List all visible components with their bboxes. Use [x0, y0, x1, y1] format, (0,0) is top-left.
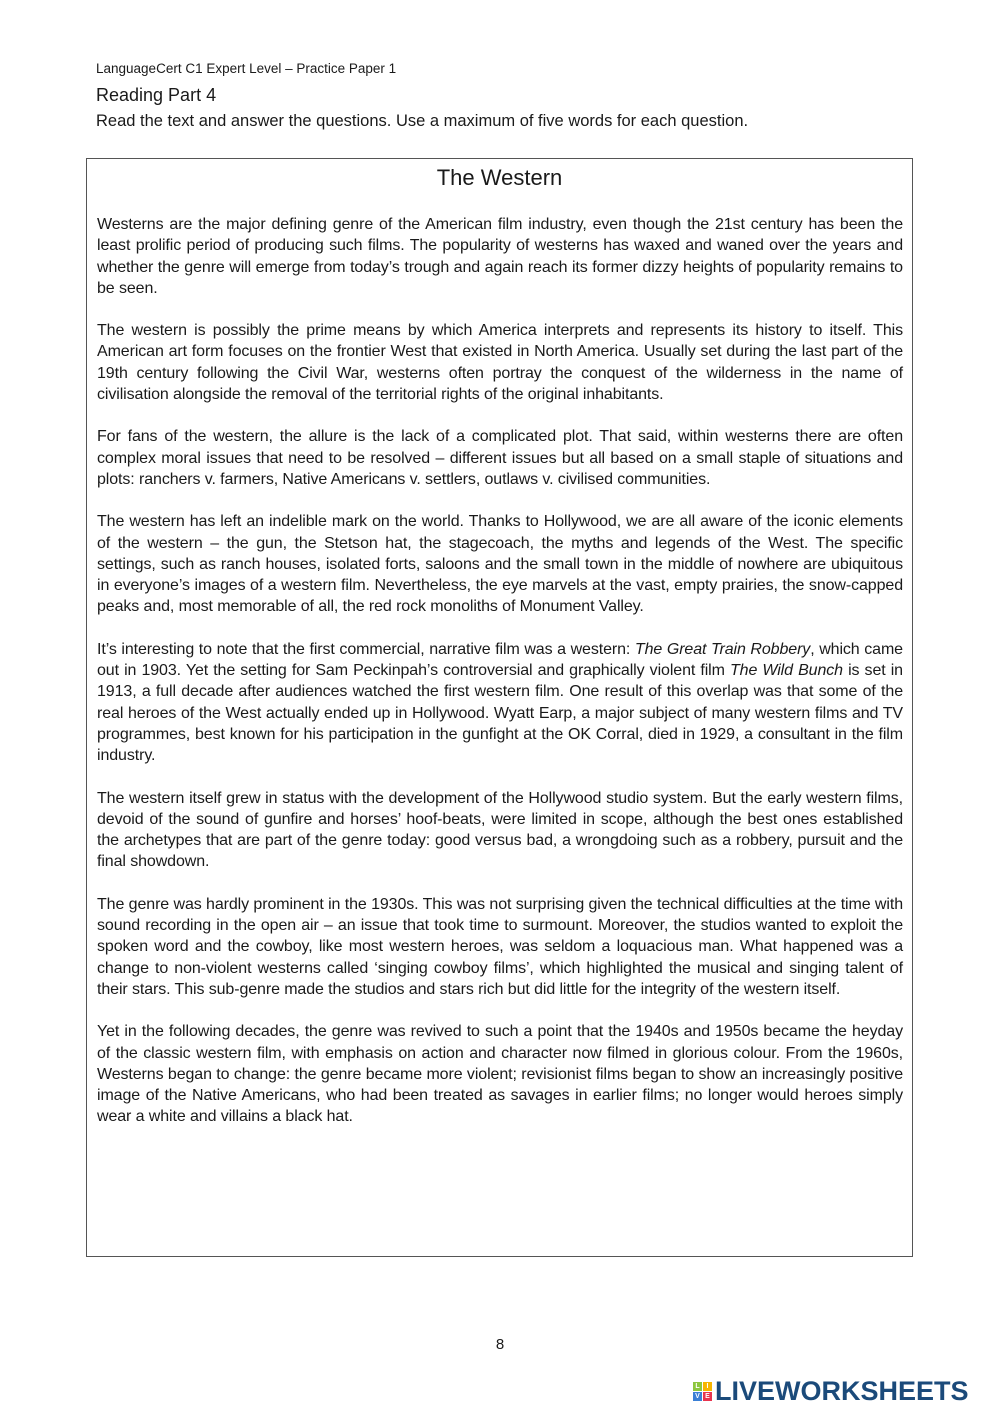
paragraph-4: The western has left an indelible mark on the world. Thanks to Hollywood, we are all aware of the iconic elements of the western – the gun, the Stetson hat, the stagecoach, the myths and legends of the West. The specific settings, such as ranch houses, isolated forts, saloons and the small town in the middle of nowhere are ubiquitous in everyone’s images of a western film. Nevertheless, the eye marvels at the vast, empty prairies, the snow-capped peaks and, most memorable of all, the red rock monoliths of Monument Valley. [97, 513, 903, 616]
section-heading: Reading Part 4 [96, 85, 217, 105]
paper-header: LanguageCert C1 Expert Level – Practice Paper 1 [96, 61, 397, 76]
paragraph-5 [97, 639, 903, 767]
logo-tile: V [693, 1392, 702, 1401]
article-body [97, 214, 903, 1149]
film-title-great-train-robbery: The Great Train Robbery [634, 640, 811, 658]
paragraph-5-part-b: , which came out in 1903. Yet the setting for Sam Peckinpah’s controversial and graphically violent film [97, 640, 903, 680]
film-title-wild-bunch: The Wild Bunch [729, 662, 843, 680]
paragraph-5-part-c: is set in 1913, a full decade after audiences watched the first western film. One result of this overlap was that some of the real heroes of the West actually ended up in Hollywood. Wyatt Earp, a major subject of many western films and TV programmes, best known for his participation in the gunfight at the OK Corral, died in 1929, a consultant in the film industry. [97, 662, 903, 765]
page-number: 8 [495, 1336, 505, 1353]
paragraph-8: Yet in the following decades, the genre was revived to such a point that the 1940s and 1950s became the heyday of the classic western film, with emphasis on action and character now filmed in glorious colour. From the 1960s, Westerns began to change: the genre became more violent; revisionist films began to show an increasingly positive image of the Native Americans, who had been treated as savages in earlier films; no longer would heroes simply wear a white and villains a black hat. [97, 1023, 903, 1126]
logo-text: LIVEWORKSHEETS [715, 1376, 969, 1406]
article-title: The Western [436, 165, 563, 190]
text-box [86, 158, 913, 1257]
logo-tiles-icon [693, 1382, 712, 1401]
logo-tile: I [703, 1382, 712, 1391]
paragraph-1: Westerns are the major defining genre of the American film industry, even though the 21st century has been the least prolific period of producing such films. The popularity of westerns has waxed and waned over the years and whether the genre will emerge from today’s trough and again reach its former dizzy heights of popularity remains to be seen. [97, 216, 903, 297]
liveworksheets-logo [693, 1376, 969, 1407]
logo-tile: E [703, 1392, 712, 1401]
paragraph-2: The western is possibly the prime means by which America interprets and represents its history to itself. This American art form focuses on the frontier West that existed in North America. Usually set during the last part of the 19th century following the Civil War, westerns often portray the conquest of the wilderness in the name of civilisation alongside the removal of the territorial rights of the original inhabitants. [97, 322, 903, 404]
paragraph-5-part-a: It’s interesting to note that the first commercial, narrative film was a western: [97, 640, 635, 658]
paragraph-3: For fans of the western, the allure is the lack of a complicated plot. That said, within westerns there are often complex moral issues that need to be resolved – different issues but all based on a small staple of situations and plots: ranchers v. farmers, Native Americans v. settlers, outlaws v. civilised communities. [97, 428, 903, 488]
logo-tile: L [693, 1382, 702, 1391]
instructions: Read the text and answer the questions. Use a maximum of five words for each question. [96, 112, 749, 130]
paragraph-7: The genre was hardly prominent in the 1930s. This was not surprising given the technical difficulties at the time with sound recording in the open air – an issue that took time to surmount. Moreover, the studios wanted to exploit the spoken word and the cowboy, like most western heroes, was seldom a loquacious man. What happened was a change to non-violent westerns called ‘singing cowboy films’, which highlighted the musical and singing talent of their stars. This sub-genre made the studios and stars rich but did little for the integrity of the western itself. [97, 895, 903, 998]
paragraph-6: The western itself grew in status with the development of the Hollywood studio system. But the early western films, devoid of the sound of gunfire and horses’ hoof-beats, were limited in scope, although the best ones established the archetypes that are part of the genre today: good versus bad, a wrongdoing such as a robbery, pursuit and the final showdown. [97, 789, 903, 871]
